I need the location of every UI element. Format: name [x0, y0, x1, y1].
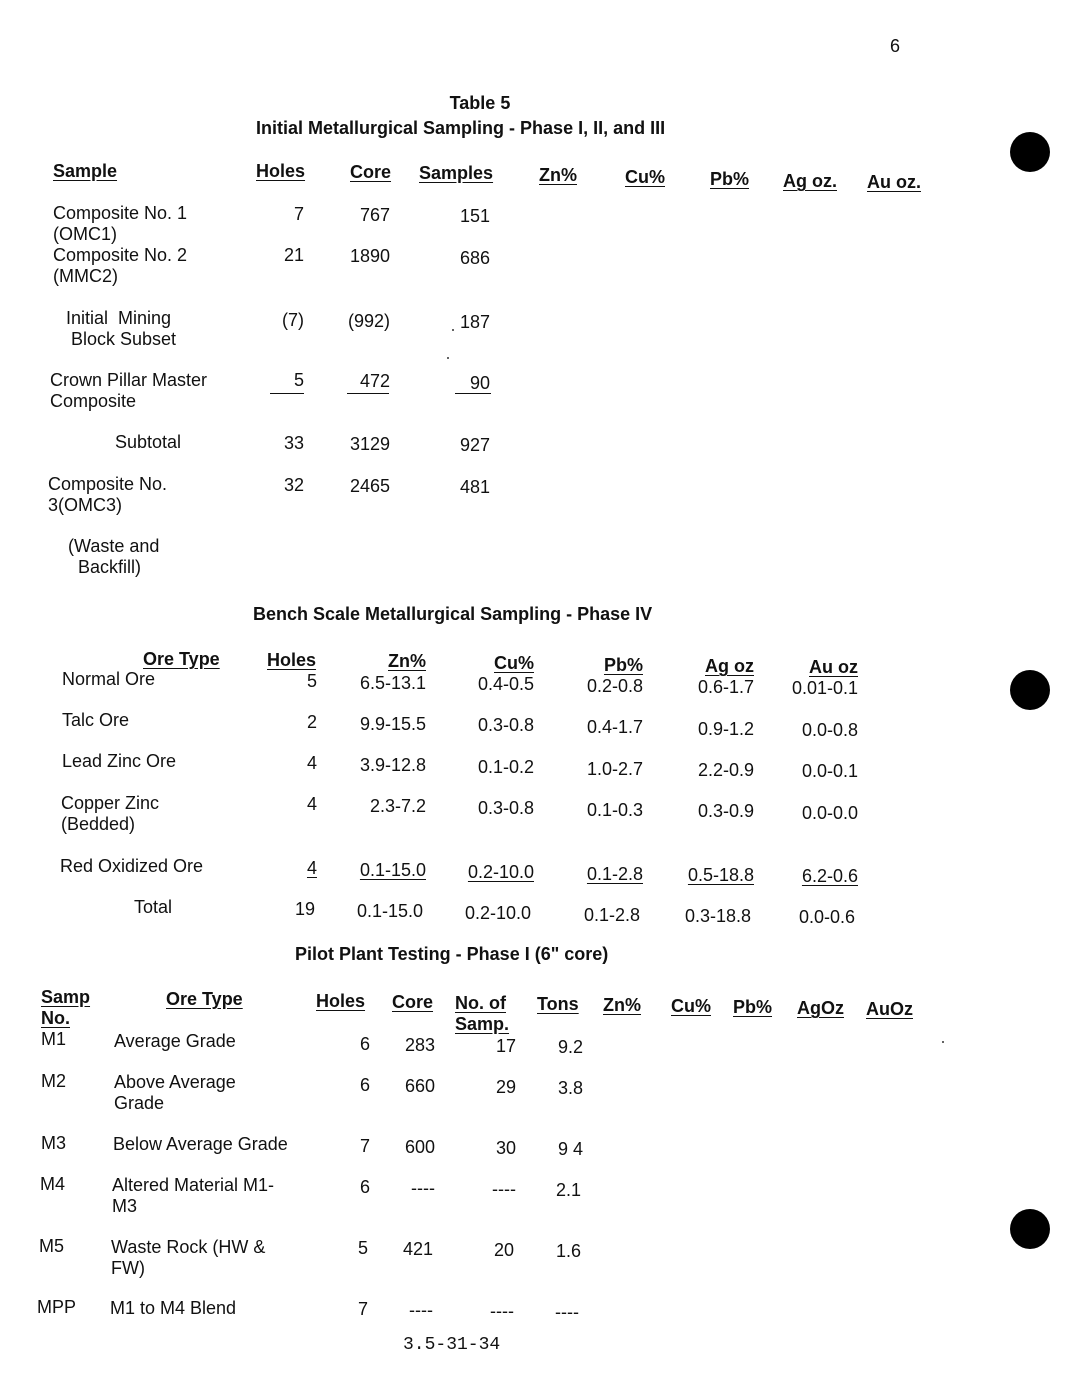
bench-title: Bench Scale Metallurgical Sampling - Phase IV — [253, 604, 653, 624]
core-value: ---- — [411, 1178, 435, 1198]
core-value: 600 — [404, 1137, 435, 1157]
samp-no: M4 — [40, 1174, 66, 1194]
zn-value: 6.5-13.1 — [359, 673, 426, 693]
samp-no: M5 — [39, 1236, 65, 1256]
ore-type-cont: (Bedded) — [61, 814, 136, 834]
col-header-core: Core — [350, 162, 392, 182]
underline-rule — [270, 393, 304, 394]
holes-value: (7) — [282, 310, 304, 330]
document-footer-id: 3.5-31-34 — [403, 1335, 501, 1355]
note-backfill: Backfill) — [78, 557, 142, 577]
holes-value: 4 — [306, 753, 317, 773]
ore-type-cont: M3 — [112, 1196, 138, 1216]
col-header-ore-type: Ore Type — [166, 989, 243, 1009]
samp-no: M1 — [41, 1029, 67, 1049]
samples-value: 187 — [459, 312, 490, 332]
col-header-samples: Samples — [419, 163, 494, 183]
samp-value: ---- — [490, 1301, 514, 1321]
holes-value: 19 — [294, 899, 315, 919]
ag-value: 0.6-1.7 — [697, 677, 754, 697]
core-value: ---- — [409, 1300, 433, 1320]
col-header-au: AuOz — [866, 999, 913, 1019]
samples-value: 927 — [459, 435, 490, 455]
col-header-sample: Sample — [53, 161, 118, 181]
samp-value: 20 — [493, 1240, 514, 1260]
ore-type: Normal Ore — [62, 669, 156, 689]
col-header-core: Core — [392, 992, 434, 1012]
ore-type: Talc Ore — [62, 710, 130, 730]
holes-value: 5 — [293, 370, 304, 390]
holes-value: 7 — [359, 1136, 370, 1156]
col-header-zn: Zn% — [603, 995, 641, 1015]
punch-hole-middle — [1010, 670, 1050, 710]
au-value: 0.0-0.1 — [801, 761, 858, 781]
core-value: 421 — [402, 1239, 433, 1259]
holes-value: 5 — [306, 671, 317, 691]
col-header-holes: Holes — [267, 650, 317, 670]
au-value: 0.0-0.8 — [801, 720, 858, 740]
ag-value: 0.9-1.2 — [697, 719, 754, 739]
core-value: 283 — [404, 1035, 435, 1055]
cu-value: 0.3-0.8 — [477, 798, 534, 818]
row-label: Composite No. — [48, 474, 168, 494]
col-header-tons: Tons — [537, 994, 579, 1014]
tons-value: 9.2 — [557, 1037, 583, 1057]
subtotal-label: Subtotal — [115, 432, 182, 452]
zn-value: 0.1-15.0 — [356, 901, 423, 921]
samp-no: MPP — [37, 1297, 77, 1317]
holes-value: 6 — [359, 1075, 370, 1095]
punch-hole-bottom — [1010, 1209, 1050, 1249]
pb-value: 0.1-0.3 — [586, 800, 643, 820]
pb-value: 0.4-1.7 — [586, 717, 643, 737]
col-header-samp-count: Samp. — [455, 1014, 510, 1034]
core-value: 3129 — [349, 434, 390, 454]
col-header-cu: Cu% — [671, 996, 711, 1016]
ore-type: Average Grade — [114, 1031, 236, 1051]
col-header-no: No. — [41, 1008, 70, 1028]
page-number: 6 — [890, 36, 901, 56]
table5-title: Table 5 — [449, 93, 511, 113]
au-value: 0.0-0.6 — [798, 907, 855, 927]
tons-value: 3.8 — [557, 1078, 583, 1098]
holes-value: 7 — [293, 204, 304, 224]
samples-value: 90 — [469, 373, 490, 393]
samp-value: ---- — [492, 1179, 516, 1199]
cu-value: 0.2-10.0 — [464, 903, 531, 923]
col-header-holes: Holes — [316, 991, 366, 1011]
col-header-ag: Ag oz — [705, 656, 754, 676]
pb-value: 0.1-2.8 — [586, 864, 643, 884]
row-label: Composite No. 1 — [53, 203, 188, 223]
col-header-pb: Pb% — [733, 997, 773, 1017]
ag-value: 0.3-0.9 — [697, 801, 754, 821]
au-value: 6.2-0.6 — [801, 866, 858, 886]
au-value: 0.01-0.1 — [791, 678, 858, 698]
speck — [447, 357, 449, 359]
ore-type: Below Average Grade — [113, 1134, 288, 1154]
ore-type: M1 to M4 Blend — [110, 1298, 237, 1318]
col-header-cu: Cu% — [494, 653, 534, 673]
samp-value: 17 — [495, 1036, 516, 1056]
row-label-cont: (OMC1) — [53, 224, 117, 244]
zn-value: 0.1-15.0 — [359, 860, 426, 880]
row-label: Initial Mining — [66, 308, 172, 328]
col-header-pb: Pb% — [603, 655, 643, 675]
holes-value: 6 — [359, 1034, 370, 1054]
pilot-title: Pilot Plant Testing - Phase I (6" core) — [295, 944, 609, 964]
cu-value: 0.2-10.0 — [467, 862, 534, 882]
pb-value: 0.2-0.8 — [586, 676, 643, 696]
samples-value: 151 — [459, 206, 490, 226]
au-value: 0.0-0.0 — [801, 803, 858, 823]
ore-type: Red Oxidized Ore — [60, 856, 204, 876]
row-label: Crown Pillar Master — [50, 370, 208, 390]
col-header-zn: Zn% — [539, 165, 577, 185]
cu-value: 0.4-0.5 — [477, 674, 534, 694]
holes-value: 7 — [357, 1299, 368, 1319]
punch-hole-top — [1010, 132, 1050, 172]
col-header-au: Au oz. — [867, 172, 921, 192]
holes-value: 21 — [283, 245, 304, 265]
col-header-cu: Cu% — [625, 167, 665, 187]
zn-value: 2.3-7.2 — [369, 796, 426, 816]
speck — [942, 1041, 944, 1043]
ag-value: 0.3-18.8 — [684, 906, 751, 926]
samp-value: 29 — [495, 1077, 516, 1097]
holes-value: 5 — [357, 1238, 368, 1258]
core-value: 2465 — [349, 476, 390, 496]
core-value: 1890 — [349, 246, 390, 266]
ore-type: Above Average — [114, 1072, 236, 1092]
col-header-holes: Holes — [256, 161, 306, 181]
ag-value: 2.2-0.9 — [697, 760, 754, 780]
row-label-cont: Composite — [50, 391, 137, 411]
col-header-ag: AgOz — [797, 998, 844, 1018]
samp-no: M2 — [41, 1071, 67, 1091]
holes-value: 4 — [306, 794, 317, 814]
ore-type: Copper Zinc — [61, 793, 160, 813]
row-label: Composite No. 2 — [53, 245, 188, 265]
holes-value: 32 — [283, 475, 304, 495]
col-header-au: Au oz — [809, 657, 858, 677]
ore-type: Altered Material M1- — [112, 1175, 275, 1195]
row-label-cont: Block Subset — [71, 329, 177, 349]
samp-no: M3 — [41, 1133, 67, 1153]
core-value: (992) — [347, 311, 390, 331]
col-header-ore-type: Ore Type — [143, 649, 220, 669]
holes-value: 2 — [306, 712, 317, 732]
samples-value: 686 — [459, 248, 490, 268]
cu-value: 0.3-0.8 — [477, 715, 534, 735]
row-label-cont: (MMC2) — [53, 266, 118, 286]
col-header-samp: Samp — [41, 987, 91, 1007]
row-label-cont: 3(OMC3) — [48, 495, 123, 515]
table5-subtitle: Initial Metallurgical Sampling - Phase I, II, and III — [256, 118, 666, 138]
zn-value: 3.9-12.8 — [359, 755, 426, 775]
tons-value: 1.6 — [555, 1241, 581, 1261]
col-header-no-of: No. of — [455, 993, 506, 1013]
samples-value: 481 — [459, 477, 490, 497]
col-header-ag: Ag oz. — [783, 171, 837, 191]
holes-value: 6 — [359, 1177, 370, 1197]
note-waste: (Waste and — [68, 536, 160, 556]
holes-value: 33 — [283, 433, 304, 453]
pb-value: 0.1-2.8 — [583, 905, 640, 925]
ore-type: Waste Rock (HW & — [111, 1237, 266, 1257]
col-header-pb: Pb% — [710, 169, 750, 189]
ore-type-cont: Grade — [114, 1093, 165, 1113]
cu-value: 0.1-0.2 — [477, 757, 534, 777]
core-value: 767 — [359, 205, 390, 225]
samp-value: 30 — [495, 1138, 516, 1158]
zn-value: 9.9-15.5 — [359, 714, 426, 734]
tons-value: 9 4 — [557, 1139, 583, 1159]
core-value: 472 — [359, 371, 390, 391]
col-header-zn: Zn% — [388, 651, 426, 671]
total-label: Total — [134, 897, 173, 917]
holes-value: 4 — [306, 858, 317, 878]
ag-value: 0.5-18.8 — [687, 865, 754, 885]
ore-type-cont: FW) — [111, 1258, 145, 1278]
tons-value: ---- — [555, 1302, 579, 1322]
pb-value: 1.0-2.7 — [586, 759, 643, 779]
ore-type: Lead Zinc Ore — [62, 751, 177, 771]
underline-rule — [347, 393, 389, 394]
tons-value: 2.1 — [555, 1180, 581, 1200]
core-value: 660 — [404, 1076, 435, 1096]
